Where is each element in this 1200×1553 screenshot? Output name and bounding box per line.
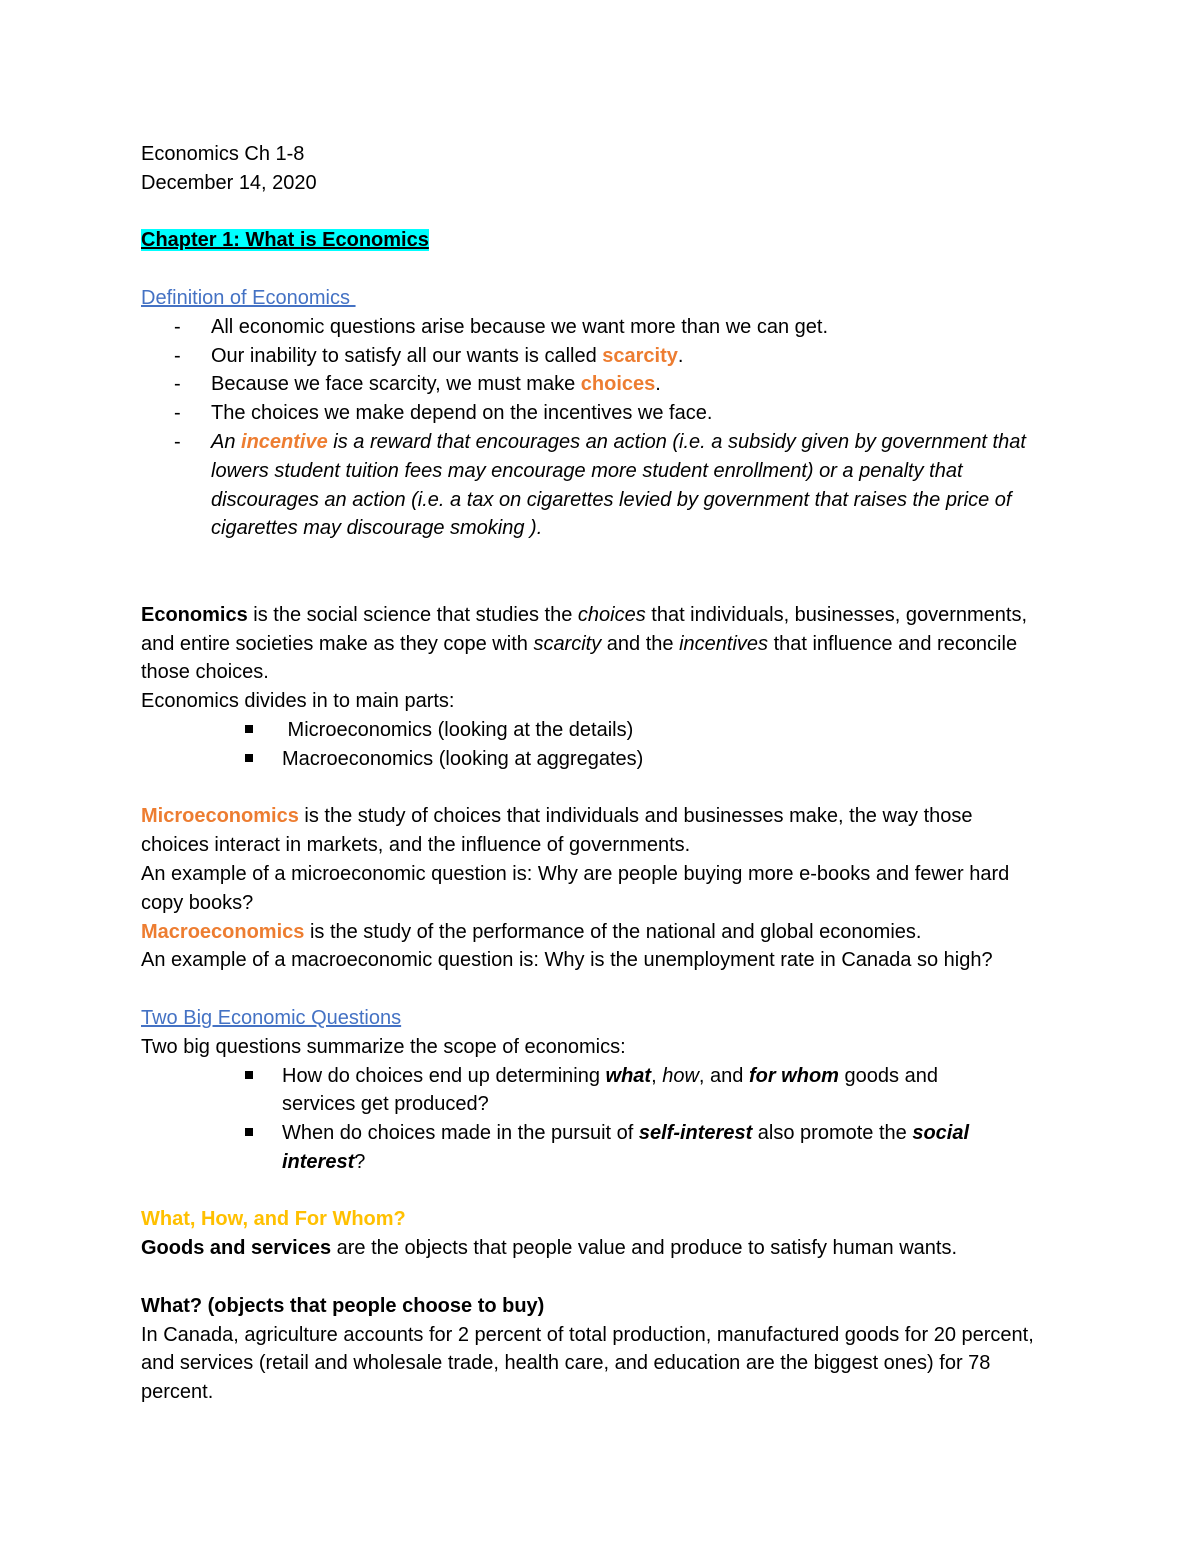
document-page	[141, 140, 1071, 1407]
term-economics: Economics	[141, 603, 248, 626]
two-questions-heading: Two Big Economic Questions	[141, 1006, 402, 1029]
dash-bullet: -	[174, 373, 181, 396]
term-macroeconomics: Macroeconomics	[141, 920, 305, 943]
what-subheading: What? (objects that people choose to buy)	[141, 1294, 545, 1317]
chapter-title: Chapter 1: What is Economics	[141, 229, 429, 252]
square-bullet	[245, 754, 253, 762]
document-title: Economics Ch 1-8	[141, 143, 305, 165]
dash-bullet: -	[174, 344, 181, 367]
micro-definition: Microeconomics is the study of choices that individuals and businesses make, the way those choices interact in markets, and the influence of governments.	[141, 805, 973, 857]
dash-bullet: -	[174, 430, 181, 453]
dash-bullet: -	[174, 315, 181, 338]
list-item: - The choices we make depend on the incentives we face.	[141, 399, 1071, 428]
macro-definition: Macroeconomics is the study of the performance of the national and global economies.	[141, 920, 922, 943]
document-date: December 14, 2020	[141, 171, 317, 194]
divides-list	[141, 716, 1071, 774]
square-bullet	[245, 1071, 253, 1079]
list-item: How do choices end up determining what, how, and for whom goods and services get produced?	[141, 1062, 1002, 1120]
list-item: When do choices made in the pursuit of self-interest also promote the social interest?	[141, 1119, 1002, 1177]
economics-definition: Economics is the social science that studies the choices that individuals, businesses, governments, and entire societies make as they cope with scarcity and the incentives that influence and reconcile those choices.	[141, 603, 1028, 684]
keyword-scarcity: scarcity	[602, 344, 678, 367]
two-questions-intro: Two big questions summarize the scope of economics:	[141, 1035, 626, 1058]
square-bullet	[245, 1128, 253, 1136]
list-item: - Because we face scarcity, we must make choices.	[141, 370, 1071, 399]
definition-bullets	[141, 313, 1071, 543]
two-questions-list	[141, 1062, 1071, 1177]
list-item: - An incentive is a reward that encourages an action (i.e. a subsidy given by government that lowers student tuition fees may encourage more student enrollment) or a penalty that discourages an action (i.e. a tax on cigarettes levied by government that raises the price of cigarettes may discourage smoking ).	[141, 428, 1041, 543]
keyword-choices: choices	[580, 373, 656, 396]
term-microeconomics: Microeconomics	[141, 805, 299, 828]
micro-example: An example of a microeconomic question is: Why are people buying more e-books and fewer hard copy books?	[141, 862, 1010, 914]
list-item: Macroeconomics (looking at aggregates)	[141, 745, 1002, 774]
chapter-heading	[141, 226, 1071, 255]
list-item: Microeconomics (looking at the details)	[141, 716, 1002, 745]
goods-services-definition: Goods and services are the objects that people value and produce to satisfy human wants.	[141, 1237, 958, 1260]
definition-heading-text: Definition of Economics	[141, 286, 356, 309]
what-paragraph: In Canada, agriculture accounts for 2 percent of total production, manufactured goods for 20 percent, and services (retail and wholesale trade, health care, and education are the biggest ones) for 78 percent.	[141, 1323, 1034, 1404]
keyword-incentive: incentive	[241, 430, 328, 453]
macro-example: An example of a macroeconomic question is: Why is the unemployment rate in Canada so high?	[141, 949, 993, 972]
list-item: - All economic questions arise because we want more than we can get.	[141, 313, 1071, 342]
square-bullet	[245, 725, 253, 733]
term-goods-services: Goods and services	[141, 1237, 332, 1260]
list-item: - Our inability to satisfy all our wants is called scarcity.	[141, 342, 1071, 371]
definition-heading	[141, 284, 1071, 313]
divides-intro: Economics divides in to main parts:	[141, 690, 455, 713]
dash-bullet: -	[174, 402, 181, 425]
what-how-heading: What, How, and For Whom?	[141, 1208, 406, 1231]
